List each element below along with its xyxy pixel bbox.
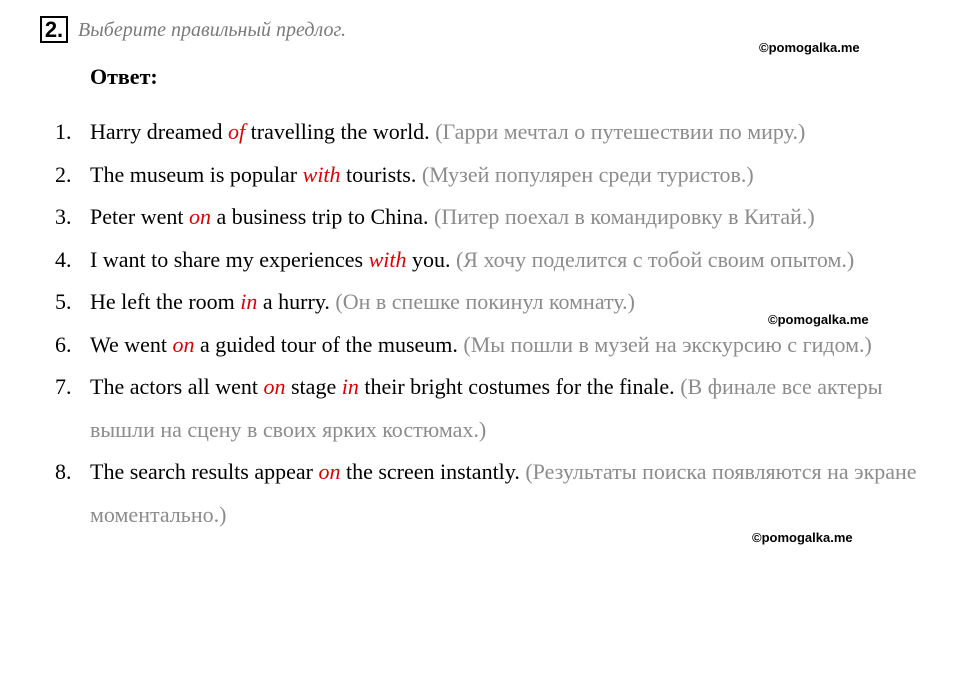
sentence-part: tourists. bbox=[340, 161, 417, 187]
sentence-part: you. bbox=[406, 246, 451, 272]
sentence-part: The search results appear bbox=[90, 459, 319, 484]
answer-item bbox=[55, 111, 935, 154]
answer-list bbox=[55, 111, 935, 536]
item-number: 8. bbox=[55, 459, 72, 484]
sentence-part: stage bbox=[285, 374, 342, 399]
item-number: 2. bbox=[55, 161, 72, 187]
answer-item bbox=[55, 281, 935, 324]
answer-item bbox=[55, 154, 935, 197]
preposition: of bbox=[228, 119, 246, 144]
answer-item bbox=[55, 239, 935, 282]
preposition: on bbox=[172, 331, 195, 357]
sentence-part: a business trip to China. bbox=[210, 204, 429, 229]
watermark: ©pomogalka.me bbox=[759, 40, 860, 55]
watermark: ©pomogalka.me bbox=[768, 312, 869, 327]
task-number-box: 2. bbox=[40, 16, 68, 43]
item-number: 5. bbox=[55, 289, 72, 314]
preposition: with bbox=[302, 161, 341, 187]
translation: (Питер поехал в командировку в Китай.) bbox=[434, 204, 815, 229]
sentence-part: a guided tour of the museum. bbox=[194, 331, 458, 357]
translation: (Он в спешке покинул комнату.) bbox=[335, 289, 635, 314]
item-number: 1. bbox=[55, 119, 72, 144]
sentence-part: their bright costumes for the finale. bbox=[358, 374, 675, 399]
item-number: 7. bbox=[55, 374, 72, 399]
preposition: on bbox=[188, 204, 211, 229]
answer-label: Ответ: bbox=[90, 64, 158, 89]
translation: (В финале все актеры вышли на сцену в своих ярких костюмах.) bbox=[90, 374, 883, 442]
translation: (Музей популярен среди туристов.) bbox=[421, 161, 754, 187]
sentence-part: I want to share my experiences bbox=[90, 246, 369, 272]
translation: (Гарри мечтал о путешествии по миру.) bbox=[435, 119, 806, 144]
sentence-part: the screen instantly. bbox=[340, 459, 520, 484]
item-number: 6. bbox=[55, 331, 72, 357]
item-number: 3. bbox=[55, 204, 72, 229]
preposition: on bbox=[263, 374, 286, 399]
item-number: 4. bbox=[55, 246, 72, 272]
preposition: with bbox=[368, 246, 407, 272]
answer-item bbox=[55, 451, 935, 536]
sentence-part: Peter went bbox=[90, 204, 189, 229]
sentence-part: The museum is popular bbox=[90, 161, 303, 187]
sentence-part: Harry dreamed bbox=[90, 119, 229, 144]
watermark: ©pomogalka.me bbox=[752, 530, 853, 545]
translation: (Мы пошли в музей на экскурсию с гидом.) bbox=[463, 331, 872, 357]
answer-item bbox=[55, 324, 935, 367]
sentence-part: The actors all went bbox=[90, 374, 264, 399]
translation: (Я хочу поделится с тобой своим опытом.) bbox=[455, 246, 855, 272]
translation: (Результаты поиска появляются на экране моментально.) bbox=[90, 459, 917, 527]
answer-item bbox=[55, 196, 935, 239]
sentence-part: travelling the world. bbox=[245, 119, 430, 144]
preposition: in bbox=[240, 289, 258, 314]
answer-item bbox=[55, 366, 935, 451]
task-instruction: Выберите правильный предлог. bbox=[78, 19, 346, 41]
sentence-part: a hurry. bbox=[257, 289, 330, 314]
preposition: in bbox=[341, 374, 359, 399]
sentence-part: We went bbox=[90, 331, 173, 357]
sentence-part: He left the room bbox=[90, 289, 241, 314]
preposition: on bbox=[318, 459, 341, 484]
